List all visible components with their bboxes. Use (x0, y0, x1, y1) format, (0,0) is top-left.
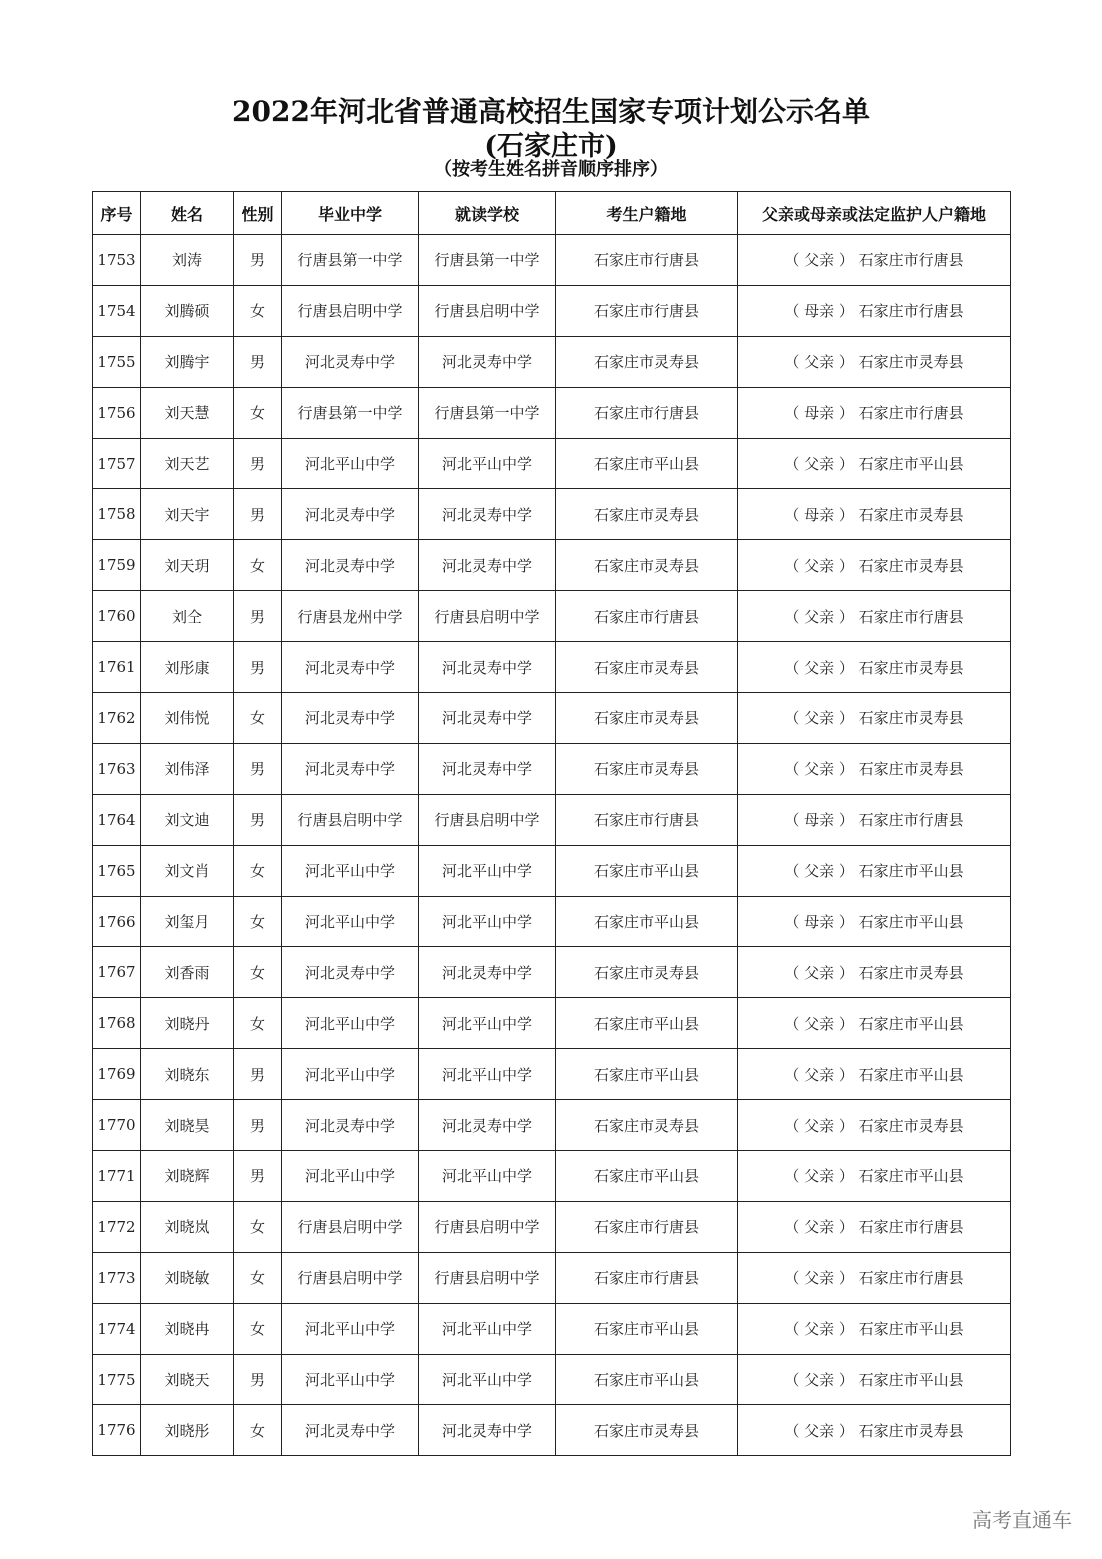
cell-col-current-school: 行唐县启明中学 (419, 1201, 556, 1252)
cell-col-parent-household: （ 父亲 ） 石家庄市灵寿县 (738, 642, 1011, 693)
cell-col-index: 1772 (93, 1201, 141, 1252)
admission-list-table (92, 191, 1011, 1456)
cell-col-gender: 女 (234, 998, 282, 1049)
cell-col-household: 石家庄市行唐县 (556, 1201, 738, 1252)
table-row (93, 1151, 1011, 1202)
table-row (93, 1049, 1011, 1100)
cell-col-gender: 女 (234, 845, 282, 896)
cell-col-name: 刘天艺 (141, 438, 234, 489)
table-row (93, 336, 1011, 387)
cell-col-household: 石家庄市灵寿县 (556, 642, 738, 693)
cell-col-graduate-school: 行唐县第一中学 (282, 387, 419, 438)
cell-col-name: 刘天慧 (141, 387, 234, 438)
cell-col-parent-household: （ 父亲 ） 石家庄市平山县 (738, 998, 1011, 1049)
table-row (93, 1100, 1011, 1151)
cell-col-household: 石家庄市行唐县 (556, 1252, 738, 1303)
table-row (93, 1201, 1011, 1252)
cell-col-household: 石家庄市行唐县 (556, 285, 738, 336)
cell-col-index: 1770 (93, 1100, 141, 1151)
cell-col-parent-household: （ 父亲 ） 石家庄市行唐县 (738, 591, 1011, 642)
cell-col-name: 刘天玥 (141, 540, 234, 591)
cell-col-household: 石家庄市灵寿县 (556, 947, 738, 998)
cell-col-gender: 女 (234, 1201, 282, 1252)
table-row (93, 285, 1011, 336)
cell-col-graduate-school: 河北灵寿中学 (282, 743, 419, 794)
cell-col-parent-household: （ 母亲 ） 石家庄市灵寿县 (738, 489, 1011, 540)
table-row (93, 642, 1011, 693)
cell-col-gender: 男 (234, 591, 282, 642)
cell-col-parent-household: （ 父亲 ） 石家庄市灵寿县 (738, 1405, 1011, 1456)
cell-col-household: 石家庄市灵寿县 (556, 1405, 738, 1456)
header-col-gender: 性别 (234, 192, 282, 235)
cell-col-household: 石家庄市灵寿县 (556, 1100, 738, 1151)
cell-col-name: 刘伟泽 (141, 743, 234, 794)
cell-col-gender: 男 (234, 1049, 282, 1100)
cell-col-gender: 女 (234, 947, 282, 998)
cell-col-name: 刘晓东 (141, 1049, 234, 1100)
cell-col-household: 石家庄市平山县 (556, 896, 738, 947)
cell-col-name: 刘晓冉 (141, 1303, 234, 1354)
cell-col-current-school: 河北灵寿中学 (419, 743, 556, 794)
cell-col-index: 1776 (93, 1405, 141, 1456)
table-row (93, 591, 1011, 642)
cell-col-household: 石家庄市灵寿县 (556, 540, 738, 591)
cell-col-index: 1765 (93, 845, 141, 896)
cell-col-index: 1755 (93, 336, 141, 387)
cell-col-household: 石家庄市平山县 (556, 998, 738, 1049)
table-row (93, 540, 1011, 591)
table-row (93, 1303, 1011, 1354)
cell-col-graduate-school: 河北平山中学 (282, 438, 419, 489)
cell-col-name: 刘腾宇 (141, 336, 234, 387)
cell-col-graduate-school: 河北平山中学 (282, 1151, 419, 1202)
cell-col-parent-household: （ 父亲 ） 石家庄市灵寿县 (738, 336, 1011, 387)
cell-col-current-school: 河北平山中学 (419, 896, 556, 947)
cell-col-name: 刘伟悦 (141, 693, 234, 744)
cell-col-index: 1757 (93, 438, 141, 489)
cell-col-current-school: 河北灵寿中学 (419, 947, 556, 998)
cell-col-index: 1764 (93, 794, 141, 845)
cell-col-index: 1754 (93, 285, 141, 336)
cell-col-parent-household: （ 父亲 ） 石家庄市灵寿县 (738, 947, 1011, 998)
cell-col-parent-household: （ 父亲 ） 石家庄市灵寿县 (738, 540, 1011, 591)
cell-col-index: 1753 (93, 235, 141, 286)
cell-col-household: 石家庄市行唐县 (556, 591, 738, 642)
cell-col-gender: 女 (234, 387, 282, 438)
cell-col-household: 石家庄市平山县 (556, 1049, 738, 1100)
cell-col-current-school: 河北灵寿中学 (419, 693, 556, 744)
cell-col-household: 石家庄市灵寿县 (556, 489, 738, 540)
cell-col-parent-household: （ 父亲 ） 石家庄市灵寿县 (738, 743, 1011, 794)
cell-col-name: 刘涛 (141, 235, 234, 286)
cell-col-name: 刘彤康 (141, 642, 234, 693)
table-row (93, 998, 1011, 1049)
cell-col-current-school: 河北灵寿中学 (419, 1405, 556, 1456)
cell-col-parent-household: （ 父亲 ） 石家庄市灵寿县 (738, 1100, 1011, 1151)
cell-col-graduate-school: 河北灵寿中学 (282, 1405, 419, 1456)
cell-col-current-school: 河北灵寿中学 (419, 336, 556, 387)
header-col-graduate-school: 毕业中学 (282, 192, 419, 235)
cell-col-index: 1759 (93, 540, 141, 591)
cell-col-household: 石家庄市平山县 (556, 845, 738, 896)
cell-col-current-school: 河北平山中学 (419, 1303, 556, 1354)
cell-col-current-school: 河北平山中学 (419, 1151, 556, 1202)
table-row (93, 1405, 1011, 1456)
cell-col-parent-household: （ 父亲 ） 石家庄市平山县 (738, 438, 1011, 489)
cell-col-household: 石家庄市平山县 (556, 1151, 738, 1202)
cell-col-gender: 男 (234, 642, 282, 693)
cell-col-parent-household: （ 母亲 ） 石家庄市行唐县 (738, 794, 1011, 845)
cell-col-name: 刘仝 (141, 591, 234, 642)
cell-col-index: 1767 (93, 947, 141, 998)
cell-col-parent-household: （ 父亲 ） 石家庄市行唐县 (738, 1201, 1011, 1252)
cell-col-graduate-school: 河北平山中学 (282, 1049, 419, 1100)
cell-col-current-school: 河北灵寿中学 (419, 1100, 556, 1151)
document-subtitle: (石家庄市) (484, 131, 618, 162)
cell-col-household: 石家庄市平山县 (556, 438, 738, 489)
cell-col-gender: 女 (234, 1405, 282, 1456)
cell-col-name: 刘晓敏 (141, 1252, 234, 1303)
cell-col-gender: 男 (234, 1354, 282, 1405)
watermark: 高考直通车 (972, 1508, 1072, 1532)
cell-col-current-school: 河北平山中学 (419, 998, 556, 1049)
cell-col-household: 石家庄市行唐县 (556, 794, 738, 845)
cell-col-household: 石家庄市灵寿县 (556, 743, 738, 794)
cell-col-graduate-school: 河北灵寿中学 (282, 693, 419, 744)
cell-col-parent-household: （ 父亲 ） 石家庄市行唐县 (738, 1252, 1011, 1303)
cell-col-gender: 女 (234, 693, 282, 744)
cell-col-current-school: 河北平山中学 (419, 845, 556, 896)
table-row (93, 438, 1011, 489)
cell-col-parent-household: （ 父亲 ） 石家庄市平山县 (738, 1049, 1011, 1100)
table-row (93, 489, 1011, 540)
cell-col-name: 刘天宇 (141, 489, 234, 540)
cell-col-household: 石家庄市灵寿县 (556, 336, 738, 387)
cell-col-graduate-school: 行唐县启明中学 (282, 1201, 419, 1252)
cell-col-current-school: 行唐县第一中学 (419, 387, 556, 438)
sort-note: （按考生姓名拼音顺序排序） (434, 159, 668, 180)
cell-col-gender: 男 (234, 794, 282, 845)
header-col-name: 姓名 (141, 192, 234, 235)
cell-col-graduate-school: 行唐县启明中学 (282, 1252, 419, 1303)
cell-col-gender: 男 (234, 336, 282, 387)
cell-col-household: 石家庄市行唐县 (556, 235, 738, 286)
table-row (93, 235, 1011, 286)
cell-col-index: 1763 (93, 743, 141, 794)
cell-col-gender: 女 (234, 1252, 282, 1303)
cell-col-current-school: 河北平山中学 (419, 438, 556, 489)
cell-col-index: 1774 (93, 1303, 141, 1354)
cell-col-index: 1768 (93, 998, 141, 1049)
cell-col-current-school: 行唐县启明中学 (419, 794, 556, 845)
cell-col-graduate-school: 河北灵寿中学 (282, 642, 419, 693)
cell-col-name: 刘晓彤 (141, 1405, 234, 1456)
cell-col-current-school: 河北平山中学 (419, 1354, 556, 1405)
cell-col-graduate-school: 行唐县启明中学 (282, 285, 419, 336)
cell-col-graduate-school: 河北灵寿中学 (282, 540, 419, 591)
cell-col-graduate-school: 河北平山中学 (282, 1354, 419, 1405)
cell-col-gender: 男 (234, 489, 282, 540)
cell-col-gender: 男 (234, 438, 282, 489)
cell-col-current-school: 行唐县第一中学 (419, 235, 556, 286)
table-row (93, 947, 1011, 998)
cell-col-parent-household: （ 父亲 ） 石家庄市灵寿县 (738, 693, 1011, 744)
cell-col-name: 刘晓昊 (141, 1100, 234, 1151)
cell-col-gender: 女 (234, 896, 282, 947)
header-col-household: 考生户籍地 (556, 192, 738, 235)
header-col-index: 序号 (93, 192, 141, 235)
cell-col-name: 刘文肖 (141, 845, 234, 896)
cell-col-gender: 女 (234, 540, 282, 591)
cell-col-index: 1773 (93, 1252, 141, 1303)
table-row (93, 1354, 1011, 1405)
header-col-parent-household: 父亲或母亲或法定监护人户籍地 (738, 192, 1011, 235)
cell-col-household: 石家庄市平山县 (556, 1354, 738, 1405)
cell-col-gender: 男 (234, 235, 282, 286)
cell-col-graduate-school: 行唐县启明中学 (282, 794, 419, 845)
cell-col-name: 刘晓丹 (141, 998, 234, 1049)
cell-col-name: 刘晓天 (141, 1354, 234, 1405)
cell-col-name: 刘玺月 (141, 896, 234, 947)
cell-col-index: 1766 (93, 896, 141, 947)
cell-col-graduate-school: 行唐县龙州中学 (282, 591, 419, 642)
table-row (93, 1252, 1011, 1303)
cell-col-gender: 男 (234, 743, 282, 794)
cell-col-gender: 男 (234, 1151, 282, 1202)
table-row (93, 743, 1011, 794)
cell-col-graduate-school: 河北平山中学 (282, 845, 419, 896)
table-row (93, 845, 1011, 896)
cell-col-household: 石家庄市行唐县 (556, 387, 738, 438)
cell-col-parent-household: （ 父亲 ） 石家庄市平山县 (738, 1303, 1011, 1354)
cell-col-current-school: 河北平山中学 (419, 1049, 556, 1100)
header-col-current-school: 就读学校 (419, 192, 556, 235)
cell-col-name: 刘晓岚 (141, 1201, 234, 1252)
cell-col-household: 石家庄市灵寿县 (556, 693, 738, 744)
cell-col-index: 1771 (93, 1151, 141, 1202)
cell-col-graduate-school: 河北平山中学 (282, 896, 419, 947)
cell-col-parent-household: （ 母亲 ） 石家庄市平山县 (738, 896, 1011, 947)
cell-col-name: 刘香雨 (141, 947, 234, 998)
cell-col-current-school: 行唐县启明中学 (419, 285, 556, 336)
cell-col-parent-household: （ 父亲 ） 石家庄市平山县 (738, 845, 1011, 896)
cell-col-household: 石家庄市平山县 (556, 1303, 738, 1354)
cell-col-current-school: 行唐县启明中学 (419, 591, 556, 642)
cell-col-current-school: 河北灵寿中学 (419, 642, 556, 693)
cell-col-current-school: 河北灵寿中学 (419, 540, 556, 591)
cell-col-gender: 男 (234, 1100, 282, 1151)
table-row (93, 693, 1011, 744)
cell-col-gender: 女 (234, 285, 282, 336)
cell-col-index: 1756 (93, 387, 141, 438)
cell-col-graduate-school: 河北平山中学 (282, 1303, 419, 1354)
cell-col-parent-household: （ 母亲 ） 石家庄市行唐县 (738, 387, 1011, 438)
table-row (93, 387, 1011, 438)
cell-col-graduate-school: 河北灵寿中学 (282, 336, 419, 387)
cell-col-parent-household: （ 母亲 ） 石家庄市行唐县 (738, 285, 1011, 336)
cell-col-graduate-school: 河北灵寿中学 (282, 947, 419, 998)
cell-col-parent-household: （ 父亲 ） 石家庄市行唐县 (738, 235, 1011, 286)
cell-col-index: 1769 (93, 1049, 141, 1100)
cell-col-parent-household: （ 父亲 ） 石家庄市平山县 (738, 1151, 1011, 1202)
document-title: 2022年河北省普通高校招生国家专项计划公示名单 (232, 95, 870, 128)
table-row (93, 896, 1011, 947)
cell-col-graduate-school: 河北灵寿中学 (282, 489, 419, 540)
cell-col-graduate-school: 河北平山中学 (282, 998, 419, 1049)
cell-col-graduate-school: 行唐县第一中学 (282, 235, 419, 286)
cell-col-index: 1758 (93, 489, 141, 540)
cell-col-name: 刘晓辉 (141, 1151, 234, 1202)
cell-col-gender: 女 (234, 1303, 282, 1354)
cell-col-index: 1775 (93, 1354, 141, 1405)
cell-col-current-school: 河北灵寿中学 (419, 489, 556, 540)
cell-col-current-school: 行唐县启明中学 (419, 1252, 556, 1303)
table-row (93, 794, 1011, 845)
table-header-row (93, 192, 1011, 235)
cell-col-name: 刘文迪 (141, 794, 234, 845)
cell-col-parent-household: （ 父亲 ） 石家庄市平山县 (738, 1354, 1011, 1405)
cell-col-index: 1762 (93, 693, 141, 744)
cell-col-index: 1760 (93, 591, 141, 642)
cell-col-graduate-school: 河北灵寿中学 (282, 1100, 419, 1151)
cell-col-name: 刘腾硕 (141, 285, 234, 336)
cell-col-index: 1761 (93, 642, 141, 693)
